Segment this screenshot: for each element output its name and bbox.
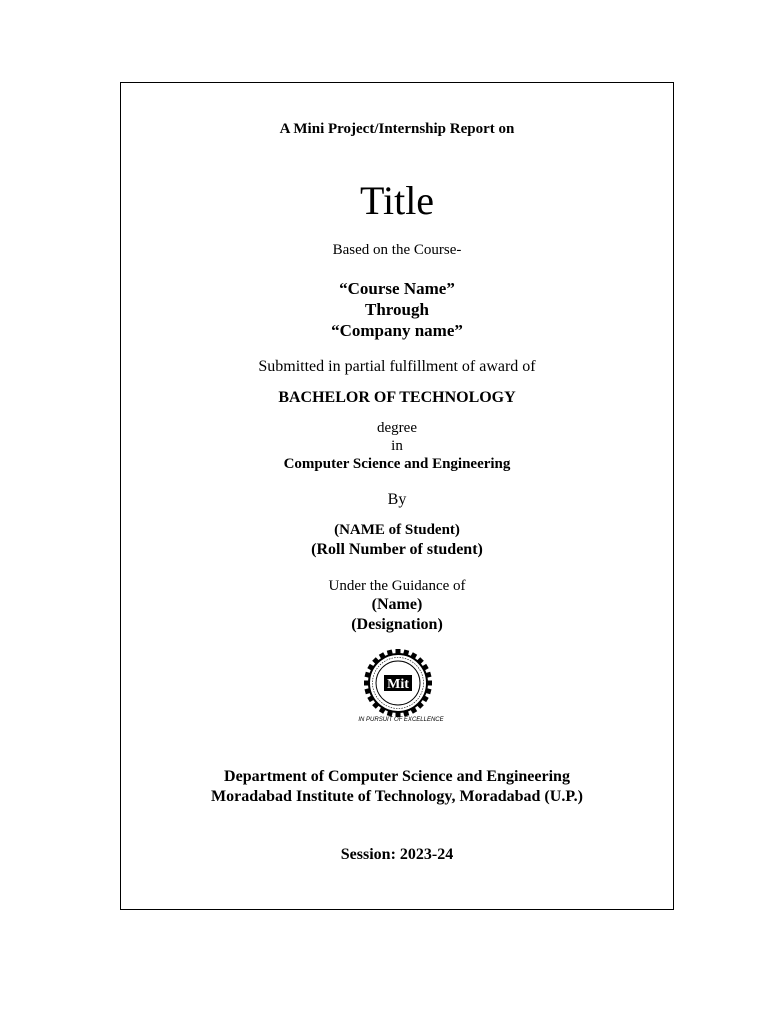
mit-gear-logo-icon — [358, 647, 444, 717]
guide-name: (Name) — [371, 596, 423, 613]
logo-initials: Mit — [387, 677, 409, 692]
session-label: Session: 2023-24 — [340, 846, 454, 863]
course-name: “Course Name” — [339, 279, 455, 298]
report-title: Title — [359, 178, 435, 223]
roll-number: (Roll Number of student) — [311, 541, 483, 558]
by-label: By — [387, 491, 407, 508]
guide-designation: (Designation) — [351, 616, 443, 633]
student-name: (NAME of Student) — [334, 522, 460, 538]
department-name: Department of Computer Science and Engineering — [224, 768, 570, 785]
company-name: “Company name” — [331, 321, 463, 340]
report-heading: A Mini Project/Internship Report on — [279, 121, 515, 137]
based-on-label: Based on the Course- — [332, 242, 462, 258]
branch-name: Computer Science and Engineering — [283, 456, 511, 472]
mit-logo — [358, 647, 444, 729]
degree-name: BACHELOR OF TECHNOLOGY — [278, 389, 516, 406]
degree-label: degree — [377, 420, 417, 436]
in-label: in — [391, 438, 403, 454]
guidance-label: Under the Guidance of — [328, 578, 466, 594]
through-label: Through — [365, 300, 429, 319]
submitted-label: Submitted in partial fulfillment of award of — [258, 358, 536, 375]
logo-motto: IN PURSUIT OF EXCELLENCE — [358, 717, 444, 723]
institute-name: Moradabad Institute of Technology, Moradabad (U.P.) — [211, 788, 583, 805]
